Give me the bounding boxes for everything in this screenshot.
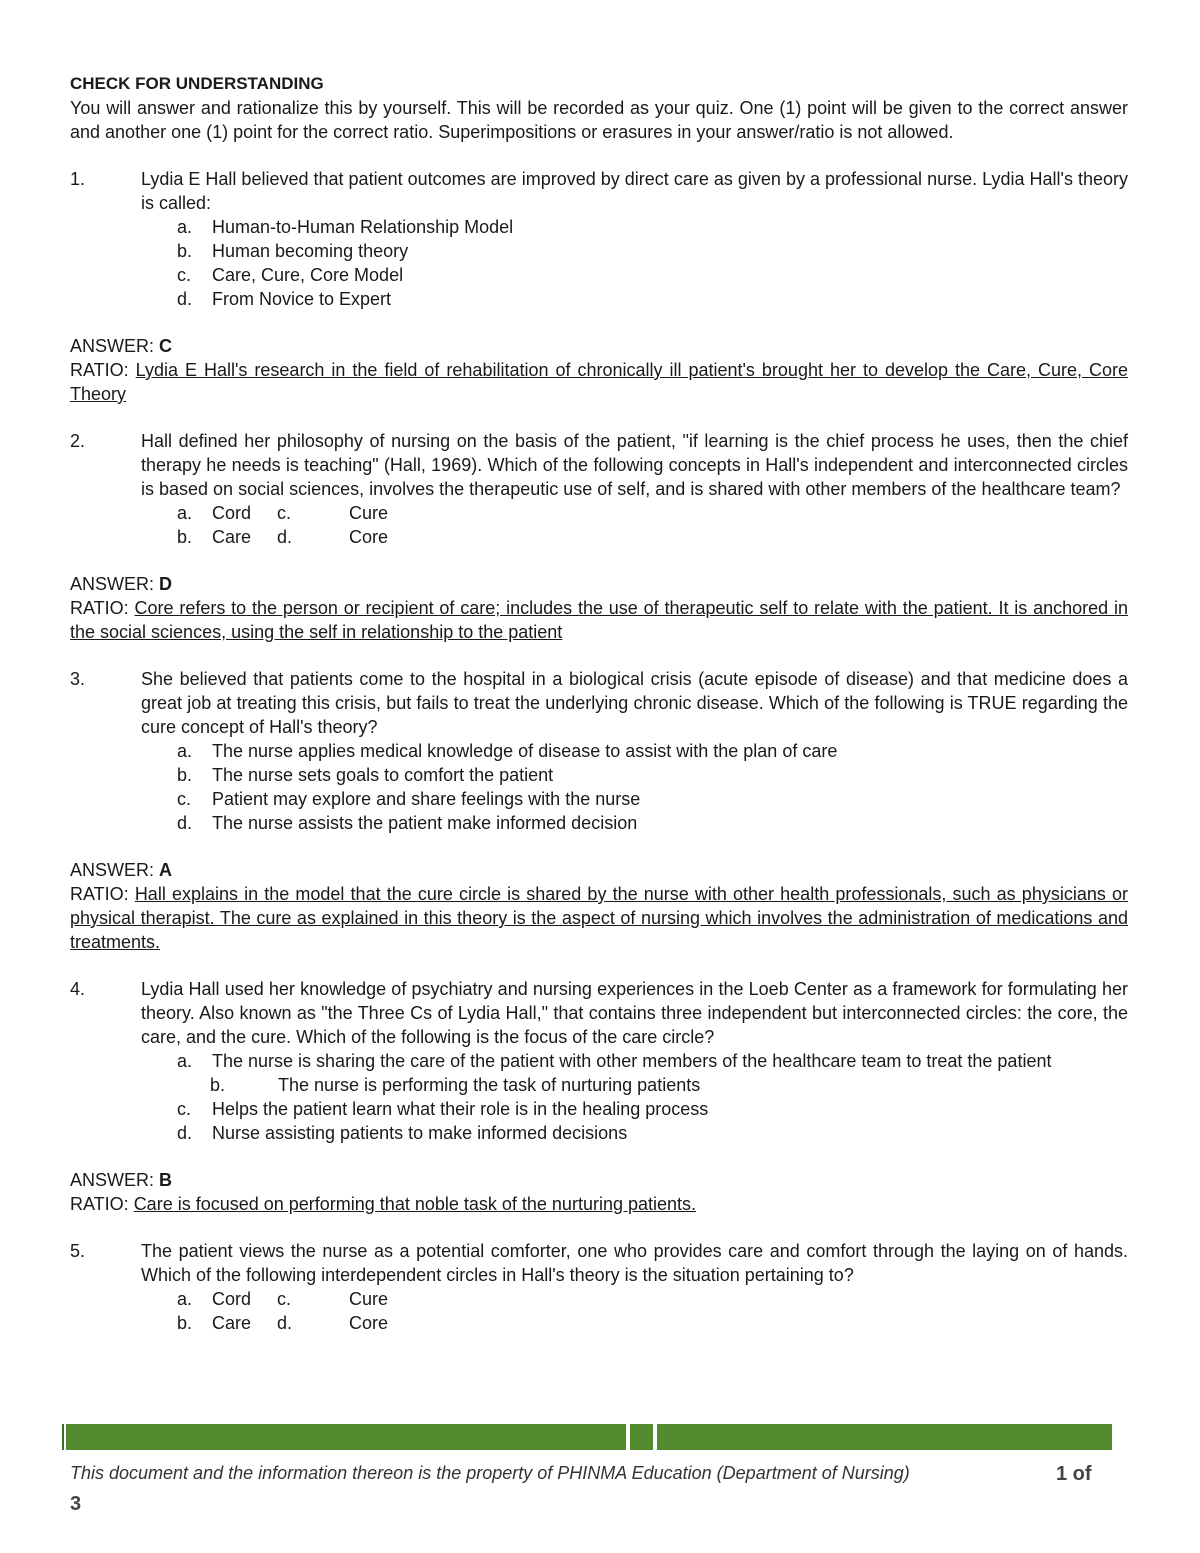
question-5 [70,1239,1128,1335]
option-row: a. Cord c. Cure [177,1289,389,1309]
question-3 [70,667,1128,835]
option-list [141,215,1128,311]
option-item: d. The nurse assists the patient make informed decision [177,813,638,833]
option-item: a. Human-to-Human Relationship Model [177,217,514,237]
ratio-line: RATIO: Care is focused on performing that noble task of the nurturing patients. [70,1194,697,1214]
question-text: Lydia E Hall believed that patient outcomes are improved by direct care as given by a professional nurse. Lydia Hall's theory is called: [141,169,1128,213]
question-number: 2. [70,431,86,451]
answer-value: D [159,574,173,594]
question-number: 4. [70,979,86,999]
ratio-text: Hall explains in the model that the cure circle is shared by the nurse with other health professionals, such as physicians or physical therapist. The cure as explained in this theory is the aspect of nursing which involves the administration of medications and treatments. [70,884,1128,952]
page-title: CHECK FOR UNDERSTANDING [70,74,324,93]
option-item: b. The nurse sets goals to comfort the patient [177,765,554,785]
option-item: d. From Novice to Expert [177,289,392,309]
question-1 [70,167,1128,311]
question-2 [70,429,1128,549]
ratio-line: RATIO: Lydia E Hall's research in the field of rehabilitation of chronically ill patient's brought her to develop the Care, Cure, Core Theory [70,360,1128,404]
question-4 [70,977,1128,1145]
footer-bar-middle [630,1424,653,1450]
option-row: a. Cord c. Cure [177,503,389,523]
instructions: You will answer and rationalize this by yourself. This will be recorded as your quiz. One (1) point will be given to the correct answer and another one (1) point for the correct ratio. Superimpositions or erasures in your answer/ratio is not allowed. [70,98,1128,142]
question-number: 1. [70,169,86,189]
answer-line: ANSWER: D [70,574,173,594]
footer-bar-right [657,1424,1112,1450]
page-number: 1 of [1056,1463,1092,1485]
question-text: She believed that patients come to the hospital in a biological crisis (acute episode of disease) and that medicine does a great job at treating this crisis, but fails to treat the underlying chronic disease. Which of the following is TRUE regarding the cure concept of Hall's theory? [141,669,1128,737]
answer-line: ANSWER: A [70,860,173,880]
footer-bar-edge [62,1424,64,1450]
option-item: b. Human becoming theory [177,241,409,261]
page-footer [70,1463,1110,1515]
option-row: b. Care d. Core [177,1313,389,1333]
question-number: 5. [70,1241,86,1261]
ratio-line: RATIO: Hall explains in the model that the cure circle is shared by the nurse with other health professionals, such as physicians or physical therapist. The cure as explained in this theory is the aspect of nursing which involves the administration of medications and treatments. [70,884,1128,952]
option-item: c. Care, Cure, Core Model [177,265,404,285]
footer-text: This document and the information thereon is the property of PHINMA Education (Department of Nursing) [70,1463,910,1483]
answer-line: ANSWER: B [70,1170,173,1190]
option-item: d. Nurse assisting patients to make informed decisions [177,1123,628,1143]
option-item: b. The nurse is performing the task of nurturing patients [210,1075,701,1095]
ratio-text: Lydia E Hall's research in the field of rehabilitation of chronically ill patient's brought her to develop the Care, Cure, Core Theory [70,360,1128,404]
question-text: Lydia Hall used her knowledge of psychiatry and nursing experiences in the Loeb Center as a framework for formulating her theory. Also known as "the Three Cs of Lydia Hall," that contains three independent but interconnected circles: the core, the care, and the cure. Which of the following is the focus of the care circle? [141,979,1128,1047]
option-list [141,1049,1128,1145]
option-list [141,739,1128,835]
question-text: Hall defined her philosophy of nursing on the basis of the patient, "if learning is the chief process he uses, then the chief therapy he needs is teaching" (Hall, 1969). Which of the following concepts in Hall's independent and interconnected circles is based on social sciences, involves the therapeutic use of self, and is shared with other members of the healthcare team? [141,431,1128,499]
option-item: c. Helps the patient learn what their role is in the healing process [177,1099,709,1119]
page-total: 3 [70,1493,82,1515]
answer-value: A [159,860,173,880]
question-number: 3. [70,669,86,689]
answer-value: B [159,1170,173,1190]
answer-value: C [159,336,173,356]
ratio-text: Core refers to the person or recipient of care; includes the use of therapeutic self to relate with the patient. It is anchored in the social sciences, using the self in relationship to the patient [70,598,1128,642]
option-item: a. The nurse applies medical knowledge of disease to assist with the plan of care [177,741,838,761]
ratio-text: Care is focused on performing that noble task of the nurturing patients. [133,1194,697,1214]
option-item: a. The nurse is sharing the care of the patient with other members of the healthcare team to treat the patient [177,1051,1052,1071]
option-row: b. Care d. Core [177,527,389,547]
answer-line: ANSWER: C [70,336,173,356]
footer-bar-left [66,1424,626,1450]
question-text: The patient views the nurse as a potential comforter, one who provides care and comfort through the laying on of hands. Which of the following interdependent circles in Hall's theory is the situation pertaining to? [141,1241,1128,1285]
document-page [70,72,1128,1335]
ratio-line: RATIO: Core refers to the person or recipient of care; includes the use of therapeutic self to relate with the patient. It is anchored in the social sciences, using the self in relationship to the patient [70,598,1128,642]
option-item: c. Patient may explore and share feelings with the nurse [177,789,641,809]
